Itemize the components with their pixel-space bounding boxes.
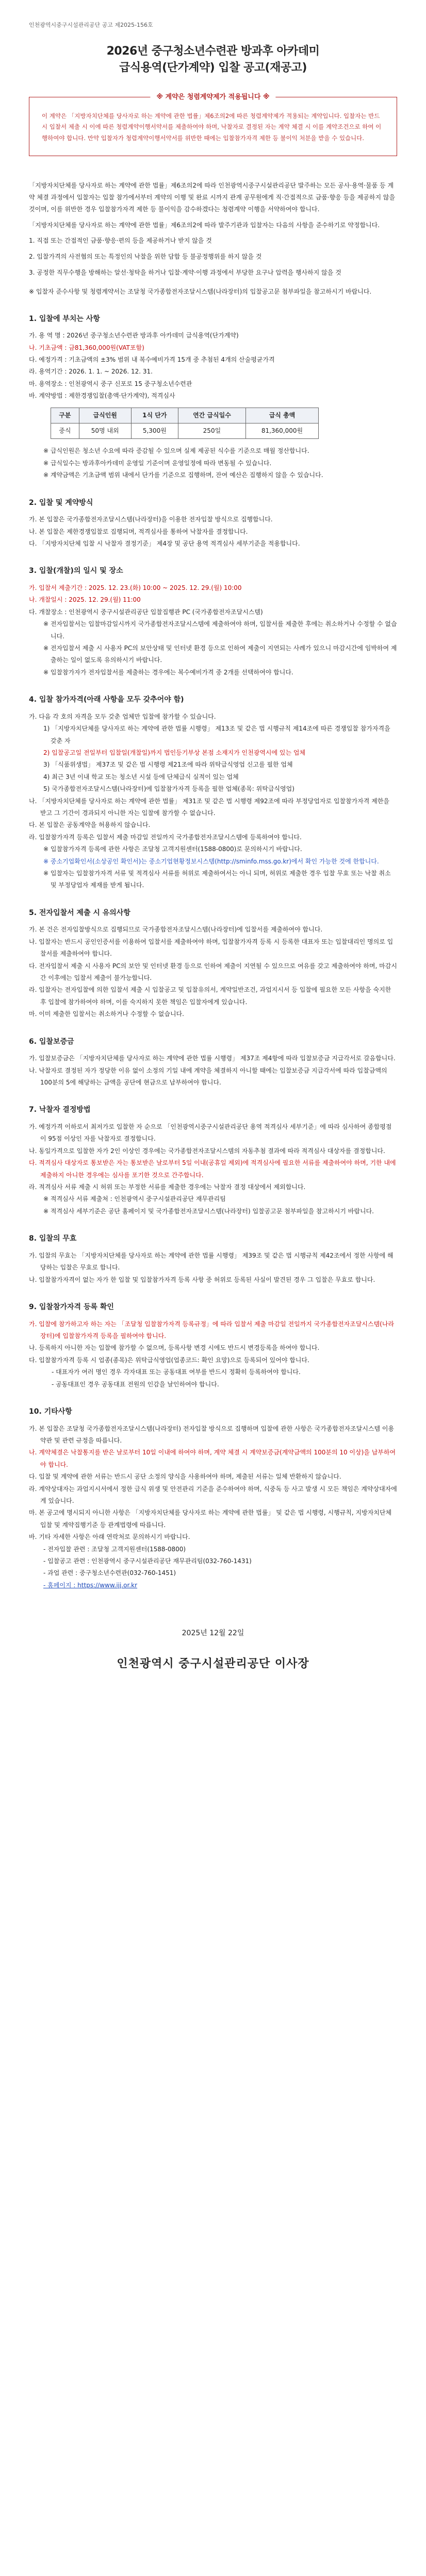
section-item: 가. 본 건은 전자입찰방식으로 집행되므로 국가종합전자조달시스템(나라장터)에 입찰서를 제출하여야 합니다. — [29, 926, 323, 934]
section-note: ※ 입찰참가자가 전자입찰서를 제출하는 경우에는 복수예비가격 중 2개를 선택하여야 합니다. — [43, 668, 293, 676]
section-item: 다. 입찰참가자격 등록 시 업종(종목)은 위탁급식영업(업종코드: 확인 요망)으로 등록되어 있어야 합니다. — [29, 1356, 309, 1364]
section-item: 가. 용 역 명 : 2026년 중구청소년수련관 방과후 아카데미 급식용역(단가계약) — [29, 332, 239, 340]
section-item: 나. 기초금액 : 금81,360,000원(VAT포함) — [29, 344, 144, 351]
section-title: 1. 입찰에 부치는 사항 — [29, 314, 100, 323]
table-header-cell: 연간 급식일수 — [178, 408, 245, 423]
table-header-cell: 급식인원 — [79, 408, 131, 423]
section-item: 다. 적격심사 대상자로 통보받은 자는 통보받은 날로부터 5일 이내(공휴일 제외)에 적격심사에 필요한 서류를 제출하여야 하며, 기한 내에 제출하지 아니한 경우에는 심사를 포기한 것으로 간주합니다. — [29, 1159, 396, 1179]
table-cell: 81,360,000원 — [245, 423, 318, 438]
section-title: 5. 전자입찰서 제출 시 유의사항 — [29, 908, 130, 917]
section-title: 3. 입찰(개찰)의 일시 및 장소 — [29, 567, 123, 575]
section-item: 나. 등록하지 아니한 자는 입찰에 참가할 수 없으며, 등록사항 변경 시에도 반드시 변경등록을 하여야 합니다. — [29, 1344, 320, 1352]
section-5 — [29, 907, 397, 1021]
section-6 — [29, 1036, 397, 1089]
section-title: 7. 낙찰자 결정방법 — [29, 1106, 91, 1114]
notice-text: 이 계약은 「지방자치단체를 당사자로 하는 계약에 관한 법률」제6조의2에 따른 청렴계약제가 적용되는 계약입니다. 입찰자는 반드시 입찰서 제출 시 이에 따른 청렴계약이행서약서를 제출하여야 하며, 낙찰자로 결정된 자는 계약 체결 시 이를 계약조건으로 하여 이행하여야 합니다. 만약 입찰자가 청렴계약이행서약서를 위반한 때에는 입찰참가자격 제한 등 불이익 처분을 받을 수 있습니다. — [42, 112, 382, 142]
section-title: 2. 입찰 및 계약방식 — [29, 498, 93, 507]
table-cell: 250일 — [178, 423, 245, 438]
section-subitem: 3) 「식품위생법」 제37조 및 같은 법 시행령 제21조에 따라 위탁급식영업 신고를 필한 업체 — [43, 761, 293, 769]
payment-table — [51, 408, 319, 439]
section-9 — [29, 1301, 397, 1391]
section-item: 가. 예정가격 이하로서 최저가로 입찰한 자 순으로 「인천광역시중구시설관리공단 용역 적격심사 세부기준」에 따라 심사하여 종합평점이 95점 이상인 자를 낙찰자로 결정합니다. — [29, 1123, 392, 1143]
intro-list-item: 2. 입찰가격의 사전협의 또는 특정인의 낙찰을 위한 담합 등 불공정행위를 하지 않을 것 — [29, 253, 262, 261]
section-note: ※ 적격심사 서류 제출처 : 인천광역시 중구시설관리공단 재무관리팀 — [43, 1195, 226, 1203]
integrity-notice-box — [29, 93, 397, 157]
section-note: ※ 급식인원은 청소년 수요에 따라 증감될 수 있으며 실제 제공된 식수를 기준으로 매월 정산합니다. — [43, 447, 309, 455]
title-block — [29, 43, 397, 76]
section-item: 다. 개찰장소 : 인천광역시 중구시설관리공단 입찰집행관 PC (국가종합전자조달시스템) — [29, 608, 263, 616]
section-8 — [29, 1233, 397, 1286]
section-note: ※ 입찰참가자격 등록에 관한 사항은 조달청 고객지원센터(1588-0800)로 문의하시기 바랍니다. — [43, 845, 302, 853]
section-4 — [29, 694, 397, 892]
section-title: 9. 입찰참가자격 등록 확인 — [29, 1303, 114, 1312]
section-item: 가. 입찰보증금은 「지방자치단체를 당사자로 하는 계약에 관한 법률 시행령」 제37조 제4항에 따라 입찰보증금 지급각서로 갈음합니다. — [29, 1055, 396, 1062]
section-item: 나. 입찰참가자격이 없는 자가 한 입찰 및 입찰참가자격 등록 사항 중 허위로 등록된 사실이 발견된 경우 그 입찰은 무효로 합니다. — [29, 1276, 375, 1283]
intro-block — [29, 180, 397, 297]
contact-line: - 과업 관련 : 중구청소년수련관(032-760-1451) — [43, 1569, 176, 1577]
section-item: 나. 계약체결은 낙찰통지를 받은 날로부터 10일 이내에 하여야 하며, 계약 체결 시 계약보증금(계약금액의 100분의 10 이상)을 납부하여야 합니다. — [29, 1449, 396, 1468]
section-item: 마. 이미 제출한 입찰서는 취소하거나 수정할 수 없습니다. — [29, 1010, 184, 1018]
intro-note: ※ 입찰자 준수사항 및 청렴계약서는 조달청 국가종합전자조달시스템(나라장터)의 입찰공고문 첨부파일을 참고하시기 바랍니다. — [29, 287, 372, 295]
issuer-name: 인천광역시 중구시설관리공단 이사장 — [117, 1657, 309, 1670]
table-cell: 50명 내외 — [79, 423, 131, 438]
section-item: 다. 예정가격 : 기초금액의 ±3% 범위 내 복수예비가격 15개 중 추첨된 4개의 산술평균가격 — [29, 355, 275, 363]
section-item: 라. 입찰참가자격 등록은 입찰서 제출 마감일 전일까지 국가종합전자조달시스템에 등록하여야 합니다. — [29, 833, 302, 841]
section-item: 나. 입찰자는 반드시 공인인증서를 이용하여 입찰서를 제출하여야 하며, 입찰참가자격 등록 시 등록한 대표자 또는 입찰대리인 명의로 입찰서를 제출하여야 합니다. — [29, 938, 394, 958]
section-title: 4. 입찰 참가자격(아래 사항을 모두 갖추어야 함) — [29, 696, 184, 704]
section-item: 나. 낙찰자로 결정된 자가 정당한 이유 없이 소정의 기일 내에 계약을 체결하지 아니할 때에는 입찰보증금 지급각서에 따라 입찰금액의 100분의 5에 해당하는 금액을 공단에 현금으로 납부하여야 합니다. — [29, 1066, 387, 1086]
section-item: 나. 개찰일시 : 2025. 12. 29.(월) 11:00 — [29, 596, 141, 604]
section-item: 가. 본 입찰은 조달청 국가종합전자조달시스템(나라장터) 전자입찰 방식으로 집행하며 입찰에 관한 사항은 국가종합전자조달시스템 이용약관 및 관련 규정을 따릅니다. — [29, 1425, 395, 1445]
intro-list-item: 1. 직접 또는 간접적인 금품·향응·편의 등을 제공하거나 받지 않을 것 — [29, 237, 212, 245]
contact-line: - 입찰공고 관련 : 인천광역시 중구시설관리공단 재무관리팀(032-760-1431) — [43, 1557, 252, 1565]
section-note: ※ 전자입찰서는 입찰마감일시까지 국가종합전자조달시스템에 제출하여야 하며, 입찰서를 제출한 후에는 취소하거나 수정할 수 없습니다. — [43, 620, 397, 640]
title-line-1: 2026년 중구청소년수련관 방과후 아카데미 — [106, 44, 320, 58]
table-cell: 중식 — [51, 423, 79, 438]
section-note: ※ 계약금액은 기초금액 범위 내에서 단가를 기준으로 집행하며, 잔여 예산은 집행하지 않을 수 있습니다. — [43, 471, 323, 479]
section-title: 10. 기타사항 — [29, 1408, 72, 1416]
section-subitem: 2) 입찰공고일 전일부터 입찰일(개찰일)까지 법인등기부상 본점 소재지가 인천광역시에 있는 업체 — [43, 749, 306, 757]
section-subitem: 5) 국가종합전자조달시스템(나라장터)에 입찰참가자격 등록을 필한 업체(종목: 위탁급식영업) — [43, 785, 294, 793]
section-item: 다. 「지방자치단체 입찰 시 낙찰자 결정기준」 제4장 및 공단 용역 적격심사 세부기준을 적용합니다. — [29, 540, 300, 548]
section-3 — [29, 565, 397, 679]
section-item: 가. 다음 각 호의 자격을 모두 갖춘 업체만 입찰에 참가할 수 있습니다. — [29, 713, 216, 720]
homepage-link[interactable]: - 홈페이지 : https://www.ijj.or.kr — [43, 1581, 138, 1589]
section-subitem: 1) 「지방자치단체를 당사자로 하는 계약에 관한 법률 시행령」 제13조 및 같은 법 시행규칙 제14조에 따른 경쟁입찰 참가자격을 갖춘 자 — [43, 725, 390, 744]
section-item: 나. 본 입찰은 제한경쟁입찰로 집행되며, 적격심사를 통하여 낙찰자를 결정합니다. — [29, 528, 248, 535]
section-item: 가. 입찰에 참가하고자 하는 자는 「조달청 입찰참가자격 등록규정」에 따라 입찰서 제출 마감일 전일까지 국가종합전자조달시스템(나라장터)에 입찰참가자격 등록을 필하여야 합니다. — [29, 1320, 395, 1340]
section-item: 라. 용역기간 : 2026. 1. 1. ~ 2026. 12. 31. — [29, 368, 153, 376]
section-item: 가. 입찰의 무효는 「지방자치단체를 당사자로 하는 계약에 관한 법률 시행령」 제39조 및 같은 법 시행규칙 제42조에서 정한 사항에 해당하는 입찰은 무효로 합니다. — [29, 1251, 394, 1272]
section-note: ※ 급식일수는 방과후아카데미 운영일 기준이며 운영일정에 따라 변동될 수 있습니다. — [43, 459, 272, 467]
intro-list-item: 3. 공정한 직무수행을 방해하는 알선·청탁을 하거나 입찰·계약·이행 과정에서 부당한 요구나 압력을 행사하지 않을 것 — [29, 268, 341, 276]
table-header-cell: 급식 총액 — [245, 408, 318, 423]
table-header-cell: 구분 — [51, 408, 79, 423]
table-row — [51, 423, 319, 438]
section-item: 가. 본 입찰은 국가종합전자조달시스템(나라장터)을 이용한 전자입찰 방식으로 집행합니다. — [29, 516, 273, 523]
intro-list — [29, 235, 397, 278]
section-item: 다. 본 입찰은 공동계약을 허용하지 않습니다. — [29, 821, 151, 829]
section-subitem: 4) 최근 3년 이내 학교 또는 청소년 시설 등에 단체급식 실적이 있는 업체 — [43, 773, 239, 781]
section-note: ※ 중소기업확인서(소상공인 확인서)는 중소기업현황정보시스템(http://sminfo.mss.go.kr)에서 확인 가능한 것에 한합니다. — [43, 857, 379, 865]
section-7 — [29, 1104, 397, 1217]
section-2 — [29, 497, 397, 550]
section-title: 8. 입찰의 무효 — [29, 1234, 77, 1243]
section-10 — [29, 1406, 397, 1591]
section-note: ※ 적격심사 세부기준은 공단 홈페이지 및 국가종합전자조달시스템(나라장터) 입찰공고문 첨부파일을 참고하시기 바랍니다. — [43, 1207, 374, 1215]
section-note: ※ 입찰자는 입찰참가자격 서류 및 적격심사 서류를 허위로 제출하여서는 아니 되며, 허위로 제출한 경우 입찰 무효 또는 낙찰 취소 및 부정당업자 제재를 받게 됩니다. — [43, 869, 391, 889]
section-item: 라. 적격심사 서류 제출 시 허위 또는 부정한 서류를 제출한 경우에는 낙찰자 결정 대상에서 제외합니다. — [29, 1183, 306, 1191]
section-item: 라. 입찰자는 전자입찰에 의한 입찰서 제출 시 입찰공고 및 입찰유의서, 계약일반조건, 과업지시서 등 입찰에 필요한 모든 사항을 숙지한 후 입찰에 참가하여야 하며, 이를 숙지하지 못한 책임은 입찰자에게 있습니다. — [29, 986, 391, 1006]
section-title: 6. 입찰보증금 — [29, 1037, 74, 1046]
document-number: 인천광역시중구시설관리공단 공고 제2025-156호 — [29, 22, 153, 28]
section-item: 다. 입찰 및 계약에 관한 서류는 반드시 공단 소정의 양식을 사용하여야 하며, 제출된 서류는 일체 반환하지 않습니다. — [29, 1473, 341, 1481]
section-item: 바. 기타 자세한 사항은 아래 연락처로 문의하시기 바랍니다. — [29, 1533, 190, 1541]
section-item: 가. 입찰서 제출기간 : 2025. 12. 23.(화) 10:00 ~ 2025. 12. 29.(월) 10:00 — [29, 584, 242, 592]
payment-table-header — [51, 408, 319, 423]
section-item: 라. 계약상대자는 과업지시서에서 정한 급식 위생 및 안전관리 기준을 준수하여야 하며, 식중독 등 사고 발생 시 모든 책임은 계약상대자에게 있습니다. — [29, 1485, 397, 1505]
section-subnote: - 공동대표인 경우 공동대표 전원의 인감을 날인하여야 합니다. — [52, 1380, 219, 1388]
section-note: ※ 전자입찰서 제출 시 사용자 PC의 보안상태 및 인터넷 환경 등으로 인하여 제출이 지연되는 사례가 있으니 마감시간에 임박하여 제출하는 일이 없도록 유의하시기 바랍니다. — [43, 645, 397, 664]
notice-title: ※ 계약은 청렴계약제가 적용됩니다 ※ — [150, 92, 275, 103]
table-cell: 5,300원 — [131, 423, 178, 438]
section-subnote: - 대표자가 여러 명인 경우 각자대표 또는 공동대표 여부를 반드시 정확히 등록하여야 합니다. — [52, 1368, 301, 1376]
contact-line: - 전자입찰 관련 : 조달청 고객지원센터(1588-0800) — [43, 1545, 186, 1553]
intro-paragraph-2: 「지방자치단체를 당사자로 하는 계약에 관한 법률」제6조의2에 따라 발주기관과 입찰자는 다음의 사항을 준수하기로 약정합니다. — [29, 221, 380, 229]
section-item: 마. 용역장소 : 인천광역시 중구 신포로 15 중구청소년수련관 — [29, 380, 192, 387]
intro-paragraph-1: 「지방자치단체를 당사자로 하는 계약에 관한 법률」제6조의2에 따라 인천광역시중구시설관리공단 발주하는 모든 공사·용역·물품 등 계약 체결 과정에서 입찰자는 입찰 참가에서부터 계약의 이행 및 완료 시까지 관계 공무원에게 직·간접적으로 금품·향응 등을 제공하지 않을 것이며, 이를 위반한 경우 입찰참가자격 제한 등 불이익을 감수하겠다는 청렴계약 이행을 서약하여야 합니다. — [29, 182, 396, 213]
section-item: 마. 본 공고에 명시되지 아니한 사항은 「지방자치단체를 당사자로 하는 계약에 관한 법률」 및 같은 법 시행령, 시행규칙, 지방자치단체 입찰 및 계약집행기준 등 관계법령에 따릅니다. — [29, 1509, 392, 1529]
title-line-2: 급식용역(단가계약) 입찰 공고(재공고) — [119, 61, 307, 74]
table-header-cell: 1식 단가 — [131, 408, 178, 423]
section-item: 나. 동일가격으로 입찰한 자가 2인 이상인 경우에는 국가종합전자조달시스템의 자동추첨 결과에 따라 적격심사 대상자를 결정합니다. — [29, 1147, 385, 1155]
section-item: 다. 전자입찰서 제출 시 사용자 PC의 보안 및 인터넷 환경 등으로 인하여 제출이 지연될 수 있으므로 여유를 갖고 제출하여야 하며, 마감시간 이후에는 입찰서 제출이 불가능합니다. — [29, 962, 397, 981]
section-item: 바. 계약방법 : 제한경쟁입찰(총액·단가계약), 적격심사 — [29, 392, 175, 400]
announcement-date: 2025년 12월 22일 — [182, 1629, 244, 1638]
section-1 — [29, 313, 397, 482]
section-item: 나. 「지방자치단체를 당사자로 하는 계약에 관한 법률」 제31조 및 같은 법 시행령 제92조에 따라 부정당업자로 입찰참가자격 제한을 받고 그 기간이 경과되지 아니한 자는 입찰에 참가할 수 없습니다. — [29, 797, 389, 817]
